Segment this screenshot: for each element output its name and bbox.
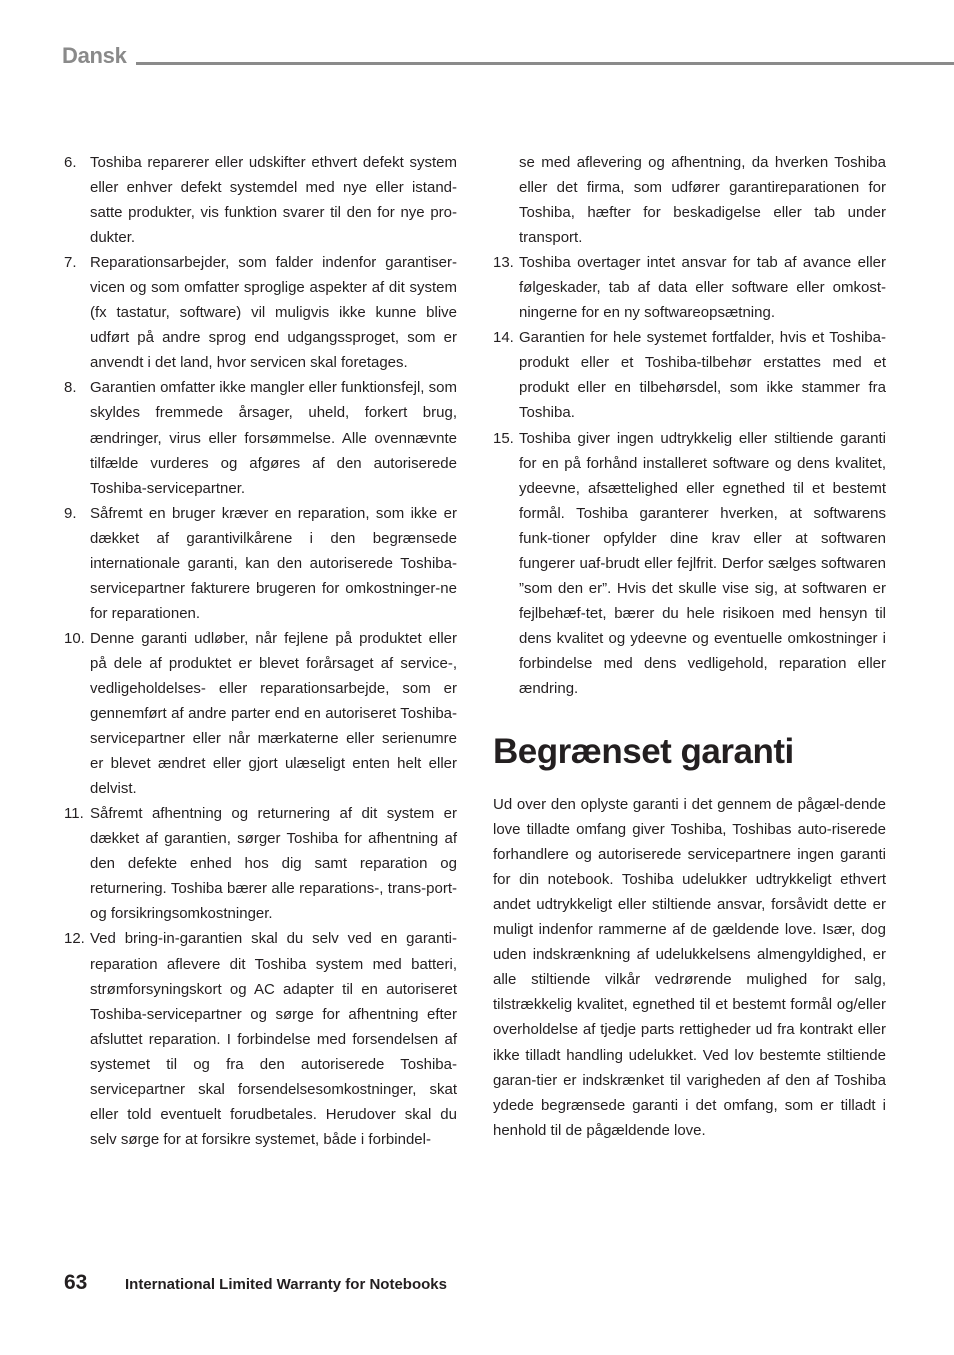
- item-number: 15.: [493, 429, 514, 447]
- item-text: Ved bring-in-garantien skal du selv ved en garanti-reparation aflevere dit Toshiba system med batteri, strømforsyningskort og AC adapter til en autoriseret Toshiba-servicepartner og sørge for afhentning efter afsluttet reparation. I forbindelse med forsendelsen af systemet til og fra den autoriserede Toshiba-servicepartner skal forsendelsesomkostninger, skat eller told eventuelt forudbetales. Herudover skal du selv sørge for at forsikre systemet, både i forbindel-: [90, 930, 457, 1148]
- section-body-paragraph: Ud over den oplyste garanti i det gennem de pågæl-dende love tilladte omfang giver Toshiba, Toshibas auto-riserede forhandlere og autoriserede servicepartnere ingen garanti for din notebook. Toshiba udelukker udtrykkeligt ethvert andet udtrykkeligt eller stiltiende ansvar, forsåvidt dette er muligt indenfor rammerne af de gældende love. Især, dog uden indskrænkning af udelukkelsens almengyldighed, er alle stiltiende vilkår vedrørende mulighed for salg, tilstrækkelig kvalitet, egnethed til et bestemt formål og/eller overholdelse af tjedje parts rettigheder ud fra kontrakt eller ikke tilladt handling udelukket. Ved lov bestemte stiltiende garan-tier er indskrænket til varigheden af den af Toshiba ydede begrænsede garanti i det omfang, som er tilladt i henhold til de pågældende love.: [493, 796, 886, 1139]
- item-12-continuation: se med aflevering og afhentning, da hverken Toshiba eller det firma, som udfører garantireparationen for Toshiba, hæfter for beskadigelse eller tab under transport.: [519, 154, 886, 247]
- item-text: Toshiba giver ingen udtrykkelig eller stiltiende garanti for en på forhånd installeret software og dens kvalitet, ydeevne, afsættelighed eller egnethed til et bestemt formål. Toshiba garanterer hverken, at softwarens funk-tioner opfylder dine krav eller at softwaren fungerer uaf-brudt eller fejlfrit. Derfor sælges softwaren ”som den er”. Hvis det skulle vise sig, at softwaren er fejlbehæf-tet, bærer du hele risikoen med hensyn til dens kvalitet og ydeevne og eventuelle omkostninger i forbindelse med dens vedligehold, reparation eller ændring.: [519, 429, 886, 697]
- footer-document-title: International Limited Warranty for Notebooks: [125, 1276, 447, 1293]
- section-language-label: Dansk: [62, 43, 127, 68]
- item-text: Toshiba reparerer eller udskifter ethvert defekt system eller enhver defekt systemdel med nye eller istand-satte produkter, vis funktion svarer til den for nye pro-dukter.: [90, 154, 457, 247]
- item-text: Garantien for hele systemet fortfalder, hvis et Toshiba-produkt eller et Toshiba-tilbehør erstattes med et produkt eller en tilbehørsdel, som ikke stammer fra Toshiba.: [519, 329, 886, 422]
- item-number: 11.: [64, 805, 84, 823]
- list-item: [64, 801, 457, 926]
- item-number: 13.: [493, 254, 514, 272]
- list-item: [64, 250, 457, 375]
- left-column: [64, 150, 457, 1152]
- list-item: [493, 250, 886, 325]
- item-text: Såfremt afhentning og returnering af dit system er dækket af garantien, sørger Toshiba for afhentning af den defekte enhed hos dig samt reparation og returnering. Toshiba bærer alle reparations-, trans-port- og forsikringsomkostninger.: [90, 805, 457, 923]
- list-item: [493, 325, 886, 425]
- header-divider: [136, 62, 954, 65]
- page-number: 63: [64, 1271, 88, 1294]
- warranty-terms-list-right: [493, 250, 886, 701]
- item-number: 8.: [64, 379, 77, 397]
- right-column: [493, 150, 886, 1143]
- item-text: Såfremt en bruger kræver en reparation, som ikke er dækket af garantivilkårene i den begrænsede internationale garanti, kan den autoriserede Toshiba-servicepartner fakturere brugeren for omkostninger-ne for reparationen.: [90, 504, 457, 622]
- item-number: 12.: [64, 930, 85, 948]
- list-item: [64, 926, 457, 1151]
- item-number: 7.: [64, 254, 77, 272]
- item-number: 6.: [64, 154, 77, 171]
- list-item: [64, 501, 457, 626]
- item-number: 14.: [493, 329, 514, 347]
- section-heading: Begrænset garanti: [493, 732, 794, 772]
- list-item: [64, 150, 457, 250]
- list-item: [493, 426, 886, 702]
- item-number: 9.: [64, 504, 77, 522]
- item-text: Garantien omfatter ikke mangler eller funktionsfejl, som skyldes fremmede årsager, uheld, forkert brug, ændringer, virus eller forsømmelse. Alle ovennævnte tilfælde vurderes og afgøres af den autoriserede Toshiba-servicepartner.: [90, 379, 457, 497]
- warranty-terms-list-left: [64, 150, 457, 1152]
- list-item: [64, 375, 457, 500]
- item-text: Toshiba overtager intet ansvar for tab af avance eller følgeskader, tab af data eller software eller omkost-ningerne for en ny softwareopsætning.: [519, 254, 886, 322]
- item-number: 10.: [64, 629, 85, 647]
- item-text: Denne garanti udløber, når fejlene på produktet eller på dele af produktet er blevet forårsaget af service-, vedligeholdelses- eller reparationsarbejde, som er gennemført af andre parter end en autoriseret Toshiba-servicepartner eller når mærkaterne eller serienumre er blevet ændret eller gjort ulæseligt enten helt eller delvist.: [90, 629, 457, 798]
- item-text: Reparationsarbejder, som falder indenfor garantiser-vicen og som omfatter sproglige aspekter af dit system (fx tastatur, software) vil muligvis ikke kunne blive udført på andre sprog end udgangssproget, som er anvendt i det land, hvor servicen skal foretages.: [90, 254, 457, 372]
- list-item: [64, 626, 457, 801]
